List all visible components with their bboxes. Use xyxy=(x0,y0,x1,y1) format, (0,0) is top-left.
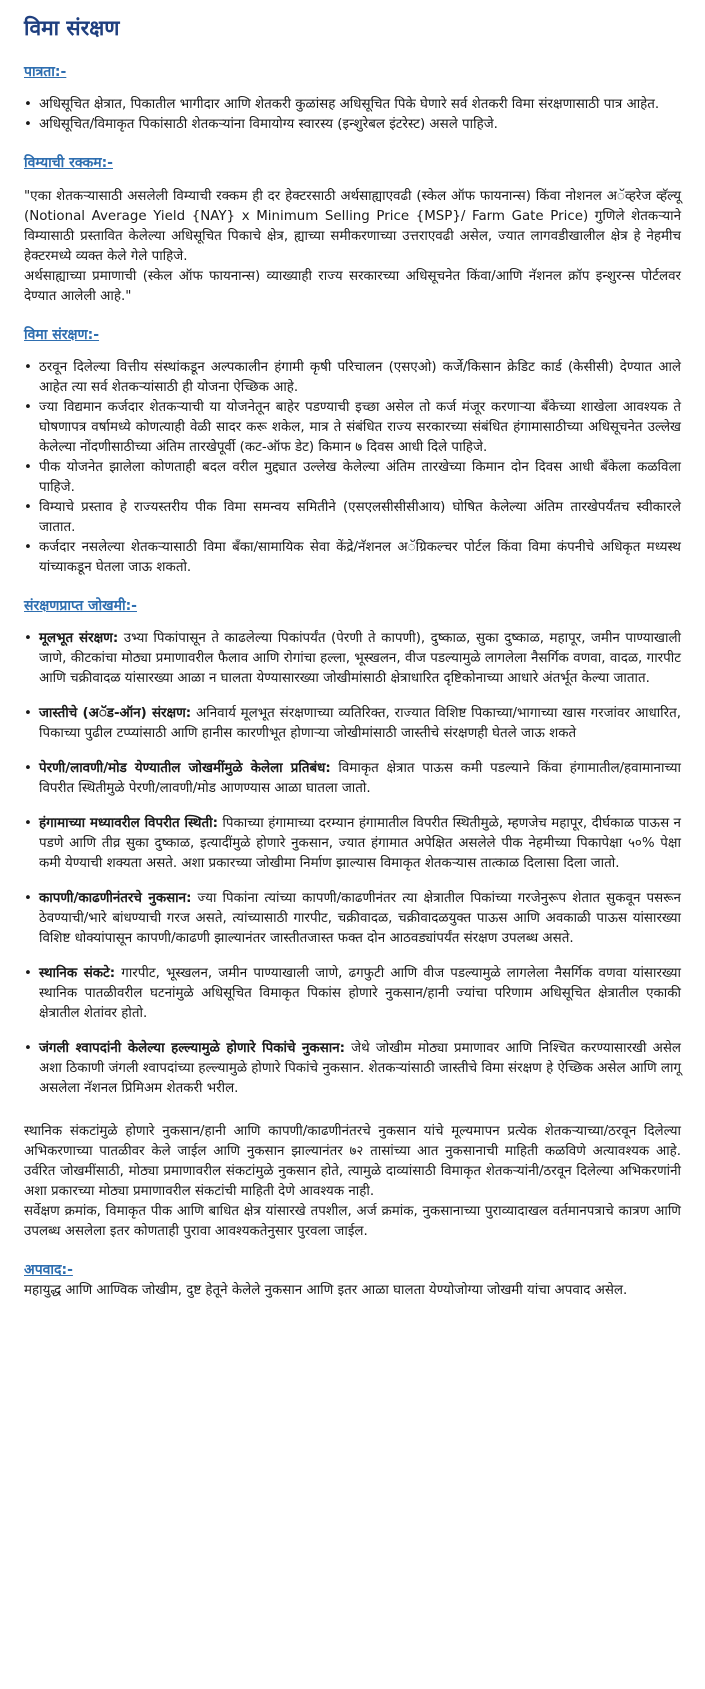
eligibility-list xyxy=(24,95,681,135)
sum-insured-paragraph: "एका शेतकऱ्यासाठी असलेली विम्याची रक्कम ही दर हेक्टरसाठी अर्थसाह्याएवढी (स्केल ऑफ फायनान्स) किंवा नोशनल अॅव्हरेज व्हॅल्यू (Notional Average Yield {NAY} x Minimum Selling Price {MSP}/ Farm Gate Price) गुणिले शेतकऱ्याने विम्यासाठी प्रस्तावित केलेल्या अधिसूचित पिकाचे क्षेत्र, ह्याच्या समीकरणाच्या उत्तराएवढी असेल, ज्यात लागवडीखालील क्षेत्र हे नेहमीच हेक्टरमध्ये व्यक्त केले गेले पाहिजे. xyxy=(24,188,681,264)
risk-text: पिकाच्या हंगामाच्या दरम्यान हंगामातील विपरीत स्थितीमुळे, म्हणजेच महापूर, दीर्घकाळ पाऊस न पडणे आणि तीव्र सुका दुष्काळ, इत्यादींमुळे होणारे नुकसान, ज्यात हंगामात अपेक्षित असलेले पीक नेहमीच्या पिकापेक्षा ५०% पेक्षा कमी येण्याची शक्यता असते. अशा प्रकारच्या जोखीमा निर्माण झाल्यास विमाकृत शेतकऱ्यास तात्काळ दिलासा दिला जातो. xyxy=(39,815,681,871)
risk-term: कापणी/काढणीनंतरचे नुकसान: xyxy=(39,890,192,906)
risks-section xyxy=(24,597,681,1242)
risk-term: जंगली श्वापदांनी केलेल्या हल्ल्यामुळे होणारे पिकांचे नुकसान: xyxy=(39,1040,346,1056)
risk-text: उभ्या पिकांपासून ते काढलेल्या पिकांपर्यंत (पेरणी ते कापणी), दुष्काळ, सुका दुष्काळ, महापूर, जमीन पाण्याखाली जाणे, कीटकांचा मोठ्या प्रमाणावरील फैलाव आणि रोगांचा हल्ला, भूस्खलन, वीज पडल्यामुळे लागलेला नैसर्गिक वणवा, वादळ, गारपीट आणि चक्रीवादळ यांसारख्या आळा न घालता येण्यासारख्या जोखीमांसाठी क्षेत्राधारित दृष्टिकोनाच्या आधारे अंतर्भूत केल्या जातात. xyxy=(39,630,681,686)
risk-text: ज्या पिकांना त्यांच्या कापणी/काढणीनंतर त्या क्षेत्रातील पिकांच्या गरजेनुरूप शेतात सुकवून पसरून ठेवण्याची/भारे बांधण्याची गरज असते, त्यांच्यासाठी गारपीट, चक्रीवादळ, चक्रीवादळयुक्त पाऊस आणि अवकाळी पाऊस यांसारख्या विशिष्ट धोक्यांपासून कापणी/काढणी झाल्यानंतर जास्तीतजास्त फक्त दोन आठवड्यांपर्यंत संरक्षण उपलब्ध असते. xyxy=(39,890,681,946)
coverage-list xyxy=(24,358,681,578)
list-item: • पीक योजनेत झालेला कोणताही बदल वरील मुद्द्यात उल्लेख केलेल्या अंतिम तारखेच्या किमान दोन दिवस आधी बँकेला कळविला पाहिजे. xyxy=(24,458,681,498)
risk-term: मूलभूत संरक्षण: xyxy=(39,630,119,646)
risk-item xyxy=(24,964,681,1024)
list-item: • ज्या विद्यमान कर्जदार शेतकऱ्याची या योजनेतून बाहेर पडण्याची इच्छा असेल तो कर्ज मंजूर करणाऱ्या बँकेच्या शाखेला आवश्यक ते घोषणापत्र वर्षामध्ये कोणत्याही वेळी सादर करू शकेल, मात्र ते संबंधित राज्य सरकारच्या संबंधित हंगामासाठीच्या अधिसूचनेत उल्लेख केलेल्या नोंदणीसाठीच्या अंतिम तारखेपूर्वी (कट-ऑफ डेट) किमान ७ दिवस आधी दिले पाहिजे. xyxy=(24,398,681,458)
sum-insured-paragraph: अर्थसाह्याच्या प्रमाणाची (स्केल ऑफ फायनान्स) व्याख्याही राज्य सरकारच्या अधिसूचनेत किंवा/आणि नॅशनल क्रॉप इन्शुरन्स पोर्टलवर देण्यात आलेली आहे." xyxy=(24,268,681,304)
list-item: • अधिसूचित क्षेत्रात, पिकातील भागीदार आणि शेतकरी कुळांसह अधिसूचित पिके घेणारे सर्व शेतकरी विमा संरक्षणासाठी पात्र आहेत. xyxy=(24,95,681,115)
page-title: विमा संरक्षण xyxy=(24,16,120,40)
risk-item xyxy=(24,1039,681,1099)
risk-term: हंगामाच्या मध्यावरील विपरीत स्थिती: xyxy=(39,815,218,831)
risk-text: जेथे जोखीम मोठ्या प्रमाणावर आणि निश्चित करण्यासारखी असेल अशा ठिकाणी जंगली श्वापदांच्या हल्ल्यामुळे होणारे पिकांचे नुकसान. शेतकऱ्यांसाठी जास्तीचे विमा संरक्षण हे ऐच्छिक असेल आणि लागू असलेला नॅशनल प्रिमिअम शेतकरी भरील. xyxy=(39,1040,681,1096)
risks-paragraph: सर्वेक्षण क्रमांक, विमाकृत पीक आणि बाधित क्षेत्र यांसारखे तपशील, अर्ज क्रमांक, नुकसानाच्या पुराव्यादाखल वर्तमानपत्राचे कात्रण आणि उपलब्ध असलेला इतर कोणताही पुरावा आवश्यकतेनुसार पुरवला जाईल. xyxy=(24,1203,681,1239)
exceptions-heading: अपवाद:- xyxy=(24,1261,73,1278)
risks-list xyxy=(24,629,681,1099)
eligibility-heading: पात्रता:- xyxy=(24,64,67,81)
exceptions-section xyxy=(24,1261,681,1301)
sum-insured-heading: विम्याची रक्कम:- xyxy=(24,155,113,172)
risk-term: स्थानिक संकटे: xyxy=(39,965,116,981)
risk-item xyxy=(24,704,681,744)
risk-term: जास्तीचे (अॅड-ऑन) संरक्षण: xyxy=(39,705,192,721)
coverage-heading: विमा संरक्षण:- xyxy=(24,326,100,343)
list-item: • अधिसूचित/विमाकृत पिकांसाठी शेतकऱ्यांना विमायोग्य स्वारस्य (इन्शुरेबल इंटरेस्ट) असले पाहिजे. xyxy=(24,115,681,135)
eligibility-section xyxy=(24,63,681,135)
risk-term: पेरणी/लावणी/मोड येण्यातील जोखमींमुळे केलेला प्रतिबंध: xyxy=(39,760,331,776)
risk-text: गारपीट, भूस्खलन, जमीन पाण्याखाली जाणे, ढगफुटी आणि वीज पडल्यामुळे लागलेला नैसर्गिक वणवा यांसारख्या स्थानिक पातळीवरील घटनांमुळे अधिसूचित विमाकृत पिकांस होणारे नुकसान/हानी ज्यांचा परिणाम अधिसूचित क्षेत्रातील एकाकी क्षेत्रातील शेतांवर होतो. xyxy=(39,965,681,1021)
risk-text: अनिवार्य मूलभूत संरक्षणाच्या व्यतिरिक्त, राज्यात विशिष्ट पिकाच्या/भागाच्या खास गरजांवर आधारित, पिकाच्या पुढील टप्प्यांसाठी आणि हानीस कारणीभूत होणाऱ्या जोखीमांसाठी जास्तीचे संरक्षणही घेतले जाऊ शकते xyxy=(39,705,681,741)
risks-heading: संरक्षणप्राप्त जोखमी:- xyxy=(24,597,137,614)
risk-item xyxy=(24,814,681,874)
list-item: • ठरवून दिलेल्या वित्तीय संस्थांकडून अल्पकालीन हंगामी कृषी परिचालन (एसएओ) कर्जे/किसान क्रेडिट कार्ड (केसीसी) देण्यात आले आहेत त्या सर्व शेतकऱ्यांसाठी ही योजना ऐच्छिक आहे. xyxy=(24,358,681,398)
risk-item xyxy=(24,889,681,949)
risk-item xyxy=(24,759,681,799)
risk-text: विमाकृत क्षेत्रात पाऊस कमी पडल्याने किंवा हंगामातील/हवामानाच्या विपरीत स्थितीमुळे पेरणी/लावणी/मोड आणण्यास आळा घातला जातो. xyxy=(39,760,681,796)
risks-paragraph: स्थानिक संकटांमुळे होणारे नुकसान/हानी आणि कापणी/काढणीनंतरचे नुकसान यांचे मूल्यमापन प्रत्येक शेतकऱ्याच्या/ठरवून दिलेल्या अभिकरणाच्या पातळीवर केले जाईल आणि नुकसान झाल्यानंतर ७२ तासांच्या आत नुकसानाची माहिती कळविणे अत्यावश्यक आहे. उर्वरित जोखमींसाठी, मोठ्या प्रमाणावरील संकटांमुळे नुकसान होते, त्यामुळे दाव्यांसाठी विमाकृत शेतकऱ्यांनी/ठरवून दिलेल्या अभिकरणांनी अशा प्रकारच्या मोठ्या प्रमाणावरील संकटांची माहिती देणे आवश्यक नाही. xyxy=(24,1123,681,1199)
sum-insured-section xyxy=(24,154,681,306)
coverage-section xyxy=(24,326,681,578)
exceptions-paragraph: महायुद्ध आणि आण्विक जोखीम, दुष्ट हेतूने केलेले नुकसान आणि इतर आळा घालता येण्योजोग्या जोखमी यांचा अपवाद असेल. xyxy=(24,1283,628,1299)
list-item: • कर्जदार नसलेल्या शेतकऱ्यासाठी विमा बँका/सामायिक सेवा केंद्रे/नॅशनल अॅग्रिकल्चर पोर्टल किंवा विमा कंपनीचे अधिकृत मध्यस्थ यांच्याकडून घेतला जाऊ शकतो. xyxy=(24,538,681,578)
list-item: • विम्याचे प्रस्ताव हे राज्यस्तरीय पीक विमा समन्वय समितीने (एसएलसीसीसीआय) घोषित केलेल्या अंतिम तारखेपर्यंतच स्वीकारले जातात. xyxy=(24,498,681,538)
risk-item xyxy=(24,629,681,689)
